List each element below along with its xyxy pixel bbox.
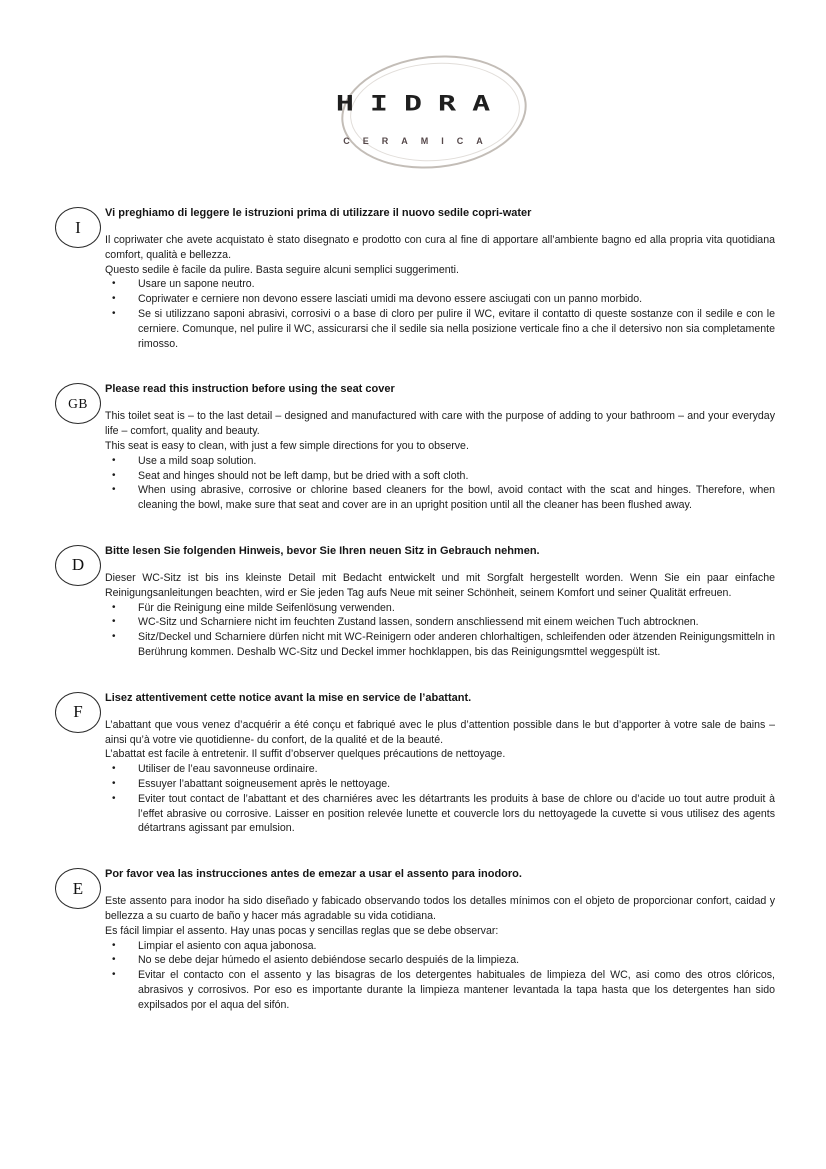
language-section-gb	[55, 382, 775, 513]
bullet-item	[105, 454, 775, 469]
language-badge-label: D	[71, 555, 85, 575]
bullet-text: Limpiar el asiento con aqua jabonosa.	[138, 939, 317, 952]
section-title: Por favor vea las instrucciones antes de emezar a usar el assento para inodoro.	[105, 868, 522, 881]
bullet-dot-icon: •	[112, 484, 116, 496]
language-section-d	[55, 544, 775, 660]
bullet-dot-icon: •	[112, 939, 116, 951]
section-paragraphs	[105, 894, 775, 938]
bullet-item	[105, 777, 775, 792]
bullet-item	[105, 953, 775, 968]
brand-subtitle: CERAMICA	[343, 136, 496, 146]
language-badge	[55, 868, 101, 909]
bullet-dot-icon: •	[112, 293, 116, 305]
bullet-list	[105, 454, 775, 513]
bullet-item	[105, 939, 775, 954]
bullet-dot-icon: •	[112, 454, 116, 466]
section-paragraph: Questo sedile è facile da pulire. Basta seguire alcuni semplici suggerimenti.	[105, 263, 459, 276]
section-paragraphs	[105, 233, 775, 277]
section-paragraphs	[105, 571, 775, 601]
section-title: Please read this instruction before using the seat cover	[105, 383, 395, 396]
language-badge	[55, 692, 101, 733]
bullet-text: Utiliser de l’eau savonneuse ordinaire.	[138, 763, 318, 776]
bullet-text: Use a mild soap solution.	[138, 454, 257, 467]
bullet-dot-icon: •	[112, 631, 116, 643]
section-title: Lisez attentivement cette notice avant la mise en service de l’abattant.	[105, 691, 472, 704]
bullet-dot-icon: •	[112, 777, 116, 789]
bullet-item	[105, 307, 775, 351]
bullet-item	[105, 277, 775, 292]
language-badge	[55, 383, 101, 424]
bullet-text: Usare un sapone neutro.	[138, 278, 255, 291]
bullet-text: Copriwater e cerniere non devono essere lasciati umidi ma devono essere asciugati con un panno morbido.	[138, 293, 643, 306]
section-paragraph: Este assento para inodor ha sido diseñado y fabicado observando todos los detalles mínimos con el objeto de proporcionar confort, caidad y bellezza a su cuarto de baño y hacer más agradable su vida cotidiana.	[105, 895, 775, 922]
bullet-text: When using abrasive, corrosive or chlorine based cleaners for the bowl, avoid contact with the scat and hinges. Therefore, when cleaning the bowl, make sure that seat and cover are in an upright position until all the cleaner has been flushed away.	[138, 484, 775, 512]
language-badge-label: E	[72, 878, 84, 898]
bullet-item	[105, 601, 775, 616]
bullet-item	[105, 792, 775, 836]
section-paragraph: Es fácil limpiar el assento. Hay unas pocas y sencillas reglas que se debe observar:	[105, 924, 499, 937]
language-badge-label: F	[73, 702, 83, 722]
bullet-text: No se debe dejar húmedo el asiento debiéndose secarlo despuiés de la limpieza.	[138, 954, 520, 967]
section-paragraph: This toilet seat is – to the last detail – designed and manufactured with care with the purpose of adding to your bathroom – and your everyday life – comfort, quality and beauty.	[105, 410, 775, 438]
language-badge	[55, 545, 101, 586]
bullet-list	[105, 277, 775, 351]
brand-wordmark: HIDRA	[335, 91, 507, 117]
section-paragraph: Dieser WC-Sitz ist bis ins kleinste Detail mit Bedacht entwickelt und mit Sorgfalt hergestellt worden. Wenn Sie ein paar einfache Reinigungsanleitungen beachten, wird er Sie jeden Tag aufs Neue mit seiner Schönheit, seinem Komfort und seiner Qualität erfreuen.	[105, 571, 775, 599]
language-section-e	[55, 867, 775, 1012]
bullet-list	[105, 762, 775, 836]
bullet-text: Für die Reinigung eine milde Seifenlösung verwenden.	[138, 601, 395, 614]
bullet-dot-icon: •	[112, 792, 116, 804]
section-paragraphs	[105, 718, 775, 762]
bullet-dot-icon: •	[112, 278, 116, 290]
language-section-f	[55, 691, 775, 836]
bullet-dot-icon: •	[112, 954, 116, 966]
language-badge-label: I	[75, 217, 81, 237]
bullet-dot-icon: •	[112, 969, 116, 981]
bullet-text: Eviter tout contact de l’abattant et des charniéres avec les détartrants les produits à base de chlore ou d’acide uo tout autre produit à l’effet abrasive ou corrosive. Laisser en position relevée lunette et couvercle lors du nettoyagede la cuvette si vous utilisez des agents détartrans agissant par emulsion.	[138, 792, 775, 835]
bullet-list	[105, 601, 775, 660]
bullet-dot-icon: •	[112, 763, 116, 775]
bullet-text: Sitz/Deckel und Scharniere dürfen nicht mit WC-Reinigern oder anderen chlorhaltigen, schleifenden oder ätzenden Reinigungsmitteln in Berührung kommen. Deshalb WC-Sitz und Deckel immer hochklappen, bis das Reinigungsmttel weggespült ist.	[138, 631, 775, 658]
bullet-item	[105, 469, 775, 484]
bullet-dot-icon: •	[112, 601, 116, 613]
bullet-item	[105, 615, 775, 630]
bullet-text: WC-Sitz und Scharniere nicht im feuchten Zustand lassen, sondern anschliessend mit einem weichen Tuch abtrocknen.	[138, 616, 699, 629]
bullet-text: Se si utilizzano saponi abrasivi, corrosivi o a base di cloro per pulire il WC, evitare il contatto di queste sostanze con il sedile e con le cerniere. Comunque, nel pulire il WC, assicurarsi che il sedile sia nella posizione verticale fino a che il detersivo non sia completamente rimosso.	[138, 307, 775, 350]
brand-logo	[0, 0, 826, 200]
language-badge	[55, 207, 101, 248]
language-section-i	[55, 206, 775, 351]
section-paragraph: L’abattat est facile à entretenir. Il suffit d’observer quelques précautions de nettoyage.	[105, 748, 506, 761]
section-paragraphs	[105, 409, 775, 453]
bullet-text: Seat and hinges should not be left damp, but be dried with a soft cloth.	[138, 469, 469, 482]
bullet-item	[105, 968, 775, 1012]
section-title: Bitte lesen Sie folgenden Hinweis, bevor Sie Ihren neuen Sitz in Gebrauch nehmen.	[105, 544, 540, 557]
bullet-text: Essuyer l’abattant soigneusement après le nettoyage.	[138, 777, 391, 790]
bullet-dot-icon: •	[112, 469, 116, 481]
bullet-item	[105, 483, 775, 513]
bullet-dot-icon: •	[112, 616, 116, 628]
bullet-text: Evitar el contacto con el assento y las bisagras de los detergentes habituales de limpieza del WC, asi como des otros clóricos, abrasivos y corrosivos. Por eso es importante durante la limpieza mantener levantada la tapa hasta que los detergentes han sido expilsados por el aqua del sifón.	[138, 969, 775, 1011]
bullet-list	[105, 939, 775, 1013]
bullet-item	[105, 630, 775, 660]
section-title: Vi preghiamo di leggere le istruzioni prima di utilizzare il nuovo sedile copri-water	[105, 207, 532, 219]
bullet-dot-icon: •	[112, 307, 116, 319]
section-paragraph: This seat is easy to clean, with just a few simple directions for you to observe.	[105, 439, 469, 452]
language-badge-label: GB	[68, 395, 88, 411]
bullet-item	[105, 762, 775, 777]
instruction-sections	[55, 206, 775, 1043]
bullet-item	[105, 292, 775, 307]
section-paragraph: Il copriwater che avete acquistato è stato disegnato e prodotto con cura al fine di apportare all’ambiente bagno ed alla propria vita quotidiana comfort, qualità e bellezza.	[105, 234, 775, 261]
section-paragraph: L’abattant que vous venez d’acquérir a été conçu et fabriqué avec le plus d’attention possible dans le but d’apporter à votre sale de bains – ainsi qu’à votre vie quotidienne- du confort, de la qualité et de la beauté.	[105, 718, 775, 746]
